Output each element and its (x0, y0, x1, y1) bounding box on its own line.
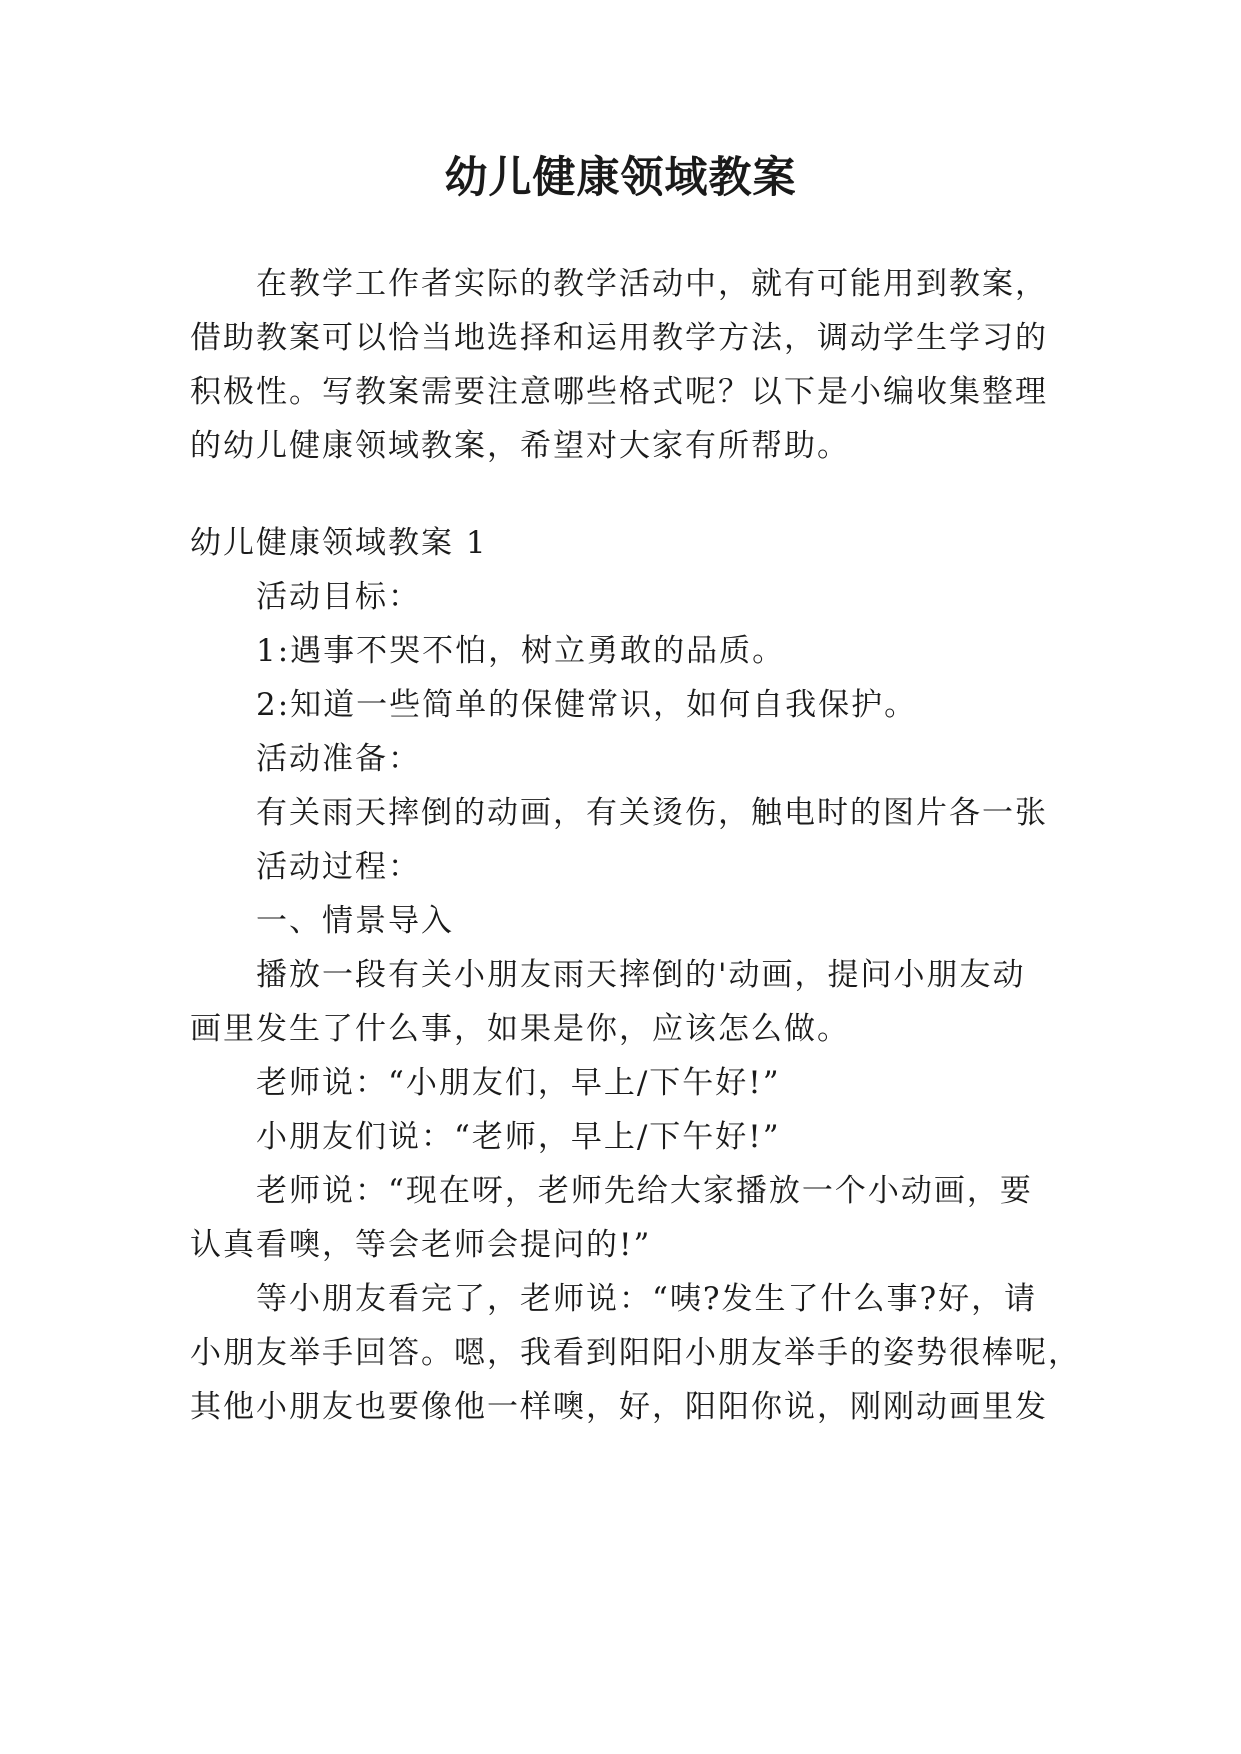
dialog-line: 认真看噢，等会老师会提问的!” (190, 1227, 652, 1263)
step-text-line: 播放一段有关小朋友雨天摔倒的'动画，提问小朋友动 (256, 957, 1026, 993)
intro-line: 在教学工作者实际的教学活动中，就有可能用到教案， (256, 266, 1048, 302)
goal-item: 2:知道一些简单的保健常识，如何自我保护。 (256, 687, 918, 723)
document-title: 幼儿健康领域教案 (444, 153, 797, 203)
dialog-line: 老师说：“小朋友们，早上/下午好!” (256, 1065, 781, 1101)
intro-line: 借助教案可以恰当地选择和运用教学方法，调动学生学习的 (190, 320, 1048, 356)
intro-line: 的幼儿健康领域教案，希望对大家有所帮助。 (190, 428, 850, 464)
prep-label: 活动准备： (256, 741, 421, 777)
intro-line: 积极性。写教案需要注意哪些格式呢？以下是小编收集整理 (190, 374, 1048, 410)
dialog-line: 等小朋友看完了，老师说：“咦?发生了什么事?好，请 (256, 1281, 1038, 1317)
step-text-line: 画里发生了什么事，如果是你，应该怎么做。 (190, 1011, 850, 1047)
dialog-line: 小朋友们说：“老师，早上/下午好!” (256, 1119, 781, 1155)
process-label: 活动过程： (256, 849, 421, 885)
dialog-line: 老师说：“现在呀，老师先给大家播放一个小动画，要 (256, 1173, 1033, 1209)
dialog-line: 小朋友举手回答。嗯，我看到阳阳小朋友举手的姿势很棒呢， (190, 1335, 1081, 1371)
prep-text: 有关雨天摔倒的动画，有关烫伤，触电时的图片各一张 (256, 795, 1048, 831)
section-heading: 幼儿健康领域教案 1 (190, 525, 488, 561)
goal-item: 1:遇事不哭不怕，树立勇敢的品质。 (256, 633, 786, 669)
activity-goal-label: 活动目标： (256, 579, 421, 615)
step-heading: 一、情景导入 (256, 903, 454, 939)
dialog-line: 其他小朋友也要像他一样噢，好，阳阳你说，刚刚动画里发 (190, 1389, 1048, 1425)
